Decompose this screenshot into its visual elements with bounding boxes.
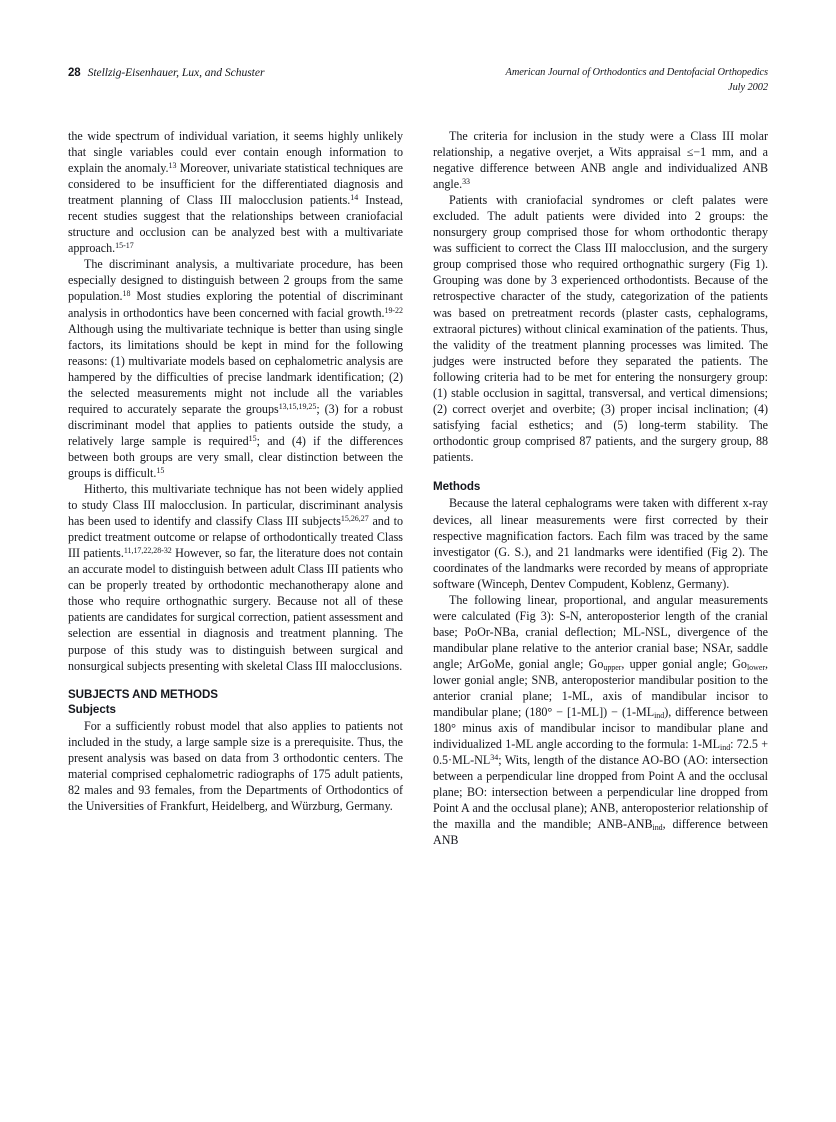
paragraph <box>433 592 768 849</box>
text-run: Instead, recent studies suggest that the relationships between craniofacial structure and occlusion can be analyzed best with a multivariate approach. <box>68 193 403 256</box>
body-columns <box>68 128 768 849</box>
subscript-label: upper <box>603 662 622 672</box>
paragraph: For a sufficiently robust model that also applies to patients not included in the study, a large sample size is a prerequisite. Thus, the present analysis was based on data from 3 orthodontic centers. The material comprised cephalometric radiographs of 175 adult patients, 82 males and 93 females, from the Departments of Orthodontics of the Universities of Frankfurt, Heidelberg, and Würzburg, Germany. <box>68 719 403 814</box>
citation-ref: 15 <box>156 465 165 475</box>
text-run: The following linear, proportional, and angular measurements were calculated (Fig 3): S-N, anteroposterior length of the cranial base; PoOr-NBa, cranial deflection; ML-NSL, divergence of the mandibular plane relative to the anterior cranial base; NSAr, saddle angle; ArGoMe, gonial angle; Go <box>433 592 768 671</box>
text-run: Although using the multivariate technique is better than using single factors, its limitations should be kept in mind for the following reasons: (1) multivariate models based on cephalometric analysis are hampered by the difficulties of precise landmark identification; (2) the selected measurements might not include all the variables required to accurately separate the groups <box>68 321 403 416</box>
citation-ref: 15-17 <box>115 241 134 251</box>
running-head-right <box>506 66 768 95</box>
subscript-label: ind <box>652 823 663 833</box>
text-run: ; Wits, length of the distance AO-BO (AO: intersection between a perpendicular line dropped from Point A and the occlusal plane; BO: intersection between a perpendicular line dropped from Point A and the occlusal plane); ANB, anteroposterior relationship of the maxilla and the mandible; ANB-ANB <box>433 753 768 832</box>
paragraph <box>68 481 403 674</box>
section-heading-subjects-and-methods: SUBJECTS AND METHODS <box>68 687 218 701</box>
text-run: The discriminant analysis, a multivariate procedure, has been especially designed to distinguish between 2 groups from the same population. <box>68 257 403 304</box>
citation-ref: 19-22 <box>384 305 403 315</box>
paragraph: Patients with craniofacial syndromes or cleft palates were excluded. The adult patients were divided into 2 groups: the nonsurgery group comprised those for whom orthodontic therapy was sufficient to correct the Class III malocclusion, and the surgery group comprised those who required orthognathic surgery (Fig 1). Grouping was done by 3 experienced orthodontists. Because of the retrospective character of the study, categorization of the patients was based on pretreatment records (plaster casts, cephalograms, extraoral pictures) without clinical examination of the patients. Thus, the validity of the treatment planning processes was limited. The judges were instructed before they separated the patients. The following criteria had to be met for entering the nonsurgery group: (1) stable occlusion in sagittal, transversal, and vertical dimensions; (2) correct overjet and overbite; (3) proper incisal inclination; (4) satisfying facial esthetics; and (5) long-term stability. The orthodontic group comprised 87 patients, and the surgery group, 88 patients. <box>433 193 768 464</box>
subsection-heading-subjects: Subjects <box>68 702 116 716</box>
text-run: However, so far, the literature does not contain an accurate model to distinguish between adult Class III patients who can be properly treated by orthodontic mechanotherapy alone and those who require orthognathic surgery. Because not all of these patients are candidates for surgical correction, patient assessment and selection are essential in diagnosis and treatment planning. The purpose of this study was to distinguish between surgical and nonsurgical subjects presenting with skeletal Class III malocclusions. <box>68 546 403 673</box>
text-run: ; (3) for a robust discriminant model that applies to patients outside the study, a relatively large sample is required <box>68 401 403 448</box>
citation-ref: 13 <box>168 160 177 170</box>
page-number: 28 <box>68 67 81 79</box>
journal-title: American Journal of Orthodontics and Dentofacial Orthopedics <box>505 67 768 78</box>
citation-ref: 34 <box>490 753 499 763</box>
text-run: , upper gonial angle; Go <box>621 656 747 671</box>
citation-ref: 13,15,19,25 <box>278 401 317 411</box>
citation-ref: 18 <box>122 289 131 299</box>
right-column <box>433 128 768 849</box>
subscript-label: lower <box>746 662 765 672</box>
left-column <box>68 128 403 849</box>
paragraph-continued <box>68 128 403 256</box>
running-head-left <box>68 66 264 79</box>
text-run: The criteria for inclusion in the study were a Class III molar relationship, a negative overjet, a Wits appraisal ≤−1 mm, and a negative difference between ANB angle and individualized ANB angle. <box>433 129 768 192</box>
text-run: : 72.5 + 0.5·ML-NL <box>433 737 768 768</box>
citation-ref: 14 <box>350 193 359 203</box>
text-run: and to predict treatment outcome or relapse of orthodontically treated Class III patients. <box>68 514 403 561</box>
running-head <box>68 66 768 106</box>
issue-date: July 2002 <box>728 81 768 93</box>
text-run: Hitherto, this multivariate technique has not been widely applied to study Class III malocclusion. In particular, discriminant analysis has been used to identify and classify Class III subjects <box>68 482 403 529</box>
text-run: ), difference between 180° minus axis of mandibular incisor to mandibular plane and individualized 1-ML angle according to the formula: 1-ML <box>433 705 768 752</box>
citation-ref: 11,17,22,28-32 <box>123 546 172 556</box>
text-run: the wide spectrum of individual variation, it seems highly unlikely that single variables could ever contain enough information to explain the anomaly. <box>68 129 403 176</box>
text-run: Most studies exploring the potential of discriminant analysis in orthodontics have been concerned with facial growth. <box>68 289 403 320</box>
citation-ref: 33 <box>462 177 471 186</box>
text-run: ; and (4) if the differences between both groups are very small, clear distinction between the groups is difficult. <box>68 433 404 480</box>
text-run: , lower gonial angle; SNB, anteroposterior mandibular position to the anterior cranial plane; 1-ML, axis of mandibular incisor to mandibular plane; (180° − [1-ML]) − (1-ML <box>433 656 768 720</box>
citation-ref: 15 <box>248 433 257 443</box>
subsection-heading-methods: Methods <box>433 479 481 493</box>
text-run: Moreover, univariate statistical techniques are considered to be insufficient for the differentiated diagnosis and treatment planning of Class III malocclusion patients. <box>68 161 403 208</box>
running-head-authors: Stellzig-Eisenhauer, Lux, and Schuster <box>87 66 265 79</box>
text-run: , difference between ANB <box>433 817 768 848</box>
paragraph: Because the lateral cephalograms were taken with different x-ray devices, all linear measurements were first corrected by their respective magnification factors. Each film was traced by the same investigator (G. S.), and 21 landmarks were identified (Fig 2). The coordinates of the landmarks were recorded by means of appropriate software (Winceph, Dentev Compudent, Koblenz, Germany). <box>433 496 768 591</box>
paragraph <box>433 128 768 192</box>
citation-ref: 15,26,27 <box>340 513 369 523</box>
subscript-label: ind <box>654 710 665 720</box>
subscript-label: ind <box>720 742 731 752</box>
paragraph <box>68 256 403 481</box>
